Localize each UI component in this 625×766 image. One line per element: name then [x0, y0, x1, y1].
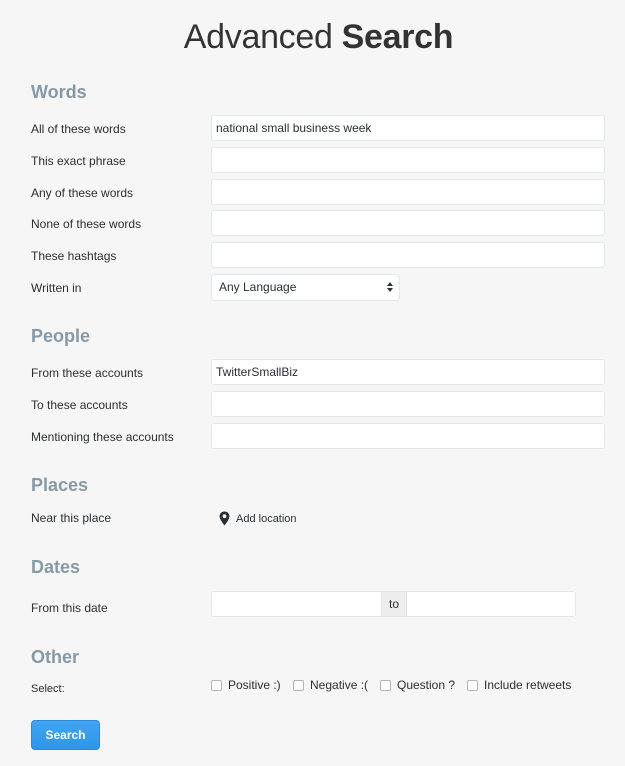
people-heading: People: [31, 326, 91, 346]
language-select-value: Any Language: [219, 280, 297, 294]
map-pin-icon: [219, 511, 230, 526]
checkbox-box[interactable]: [380, 680, 391, 691]
include-retweets-label: Include retweets: [484, 678, 572, 692]
checkbox-box[interactable]: [211, 680, 222, 691]
select-label: Select:: [31, 683, 65, 695]
all-words-input[interactable]: [211, 115, 605, 141]
places-heading: Places: [31, 475, 89, 495]
dates-heading: Dates: [31, 557, 81, 577]
add-location-label: Add location: [236, 512, 297, 525]
to-accounts-label: To these accounts: [31, 398, 128, 412]
from-date-label: From this date: [31, 601, 108, 615]
words-heading: Words: [31, 82, 87, 102]
positive-label: Positive :): [228, 678, 281, 692]
near-place-label: Near this place: [31, 511, 112, 525]
hashtags-label: These hashtags: [31, 249, 117, 263]
any-words-label: Any of these words: [31, 186, 134, 200]
language-select[interactable]: [211, 274, 400, 301]
exact-phrase-input[interactable]: [211, 147, 605, 173]
search-button[interactable]: Search: [31, 720, 100, 750]
select-arrows-icon: [386, 280, 394, 294]
page-title-light: Advanced: [183, 18, 333, 56]
negative-checkbox[interactable]: [293, 678, 368, 692]
mentioning-accounts-input[interactable]: [211, 423, 605, 449]
exact-phrase-label: This exact phrase: [31, 154, 126, 168]
question-label: Question ?: [397, 678, 456, 692]
checkbox-box[interactable]: [293, 680, 304, 691]
to-accounts-input[interactable]: [211, 391, 605, 417]
question-checkbox[interactable]: [380, 678, 455, 692]
page-title: [0, 18, 625, 57]
from-date-input[interactable]: [211, 591, 382, 617]
add-location-link[interactable]: [219, 511, 297, 526]
page-title-bold: Search: [341, 18, 454, 56]
positive-checkbox[interactable]: [211, 678, 281, 692]
hashtags-input[interactable]: [211, 242, 605, 268]
include-retweets-checkbox[interactable]: [467, 678, 571, 692]
any-words-input[interactable]: [211, 179, 605, 205]
from-accounts-input[interactable]: [211, 359, 605, 385]
checkbox-box[interactable]: [467, 680, 478, 691]
none-words-input[interactable]: [211, 210, 605, 236]
mentioning-accounts-label: Mentioning these accounts: [31, 430, 174, 444]
date-to-separator: to: [381, 591, 407, 617]
negative-label: Negative :(: [310, 678, 369, 692]
none-words-label: None of these words: [31, 217, 142, 231]
to-date-input[interactable]: [406, 591, 576, 617]
written-in-label: Written in: [31, 281, 82, 295]
all-words-label: All of these words: [31, 122, 126, 136]
other-heading: Other: [31, 647, 80, 667]
from-accounts-label: From these accounts: [31, 366, 144, 380]
